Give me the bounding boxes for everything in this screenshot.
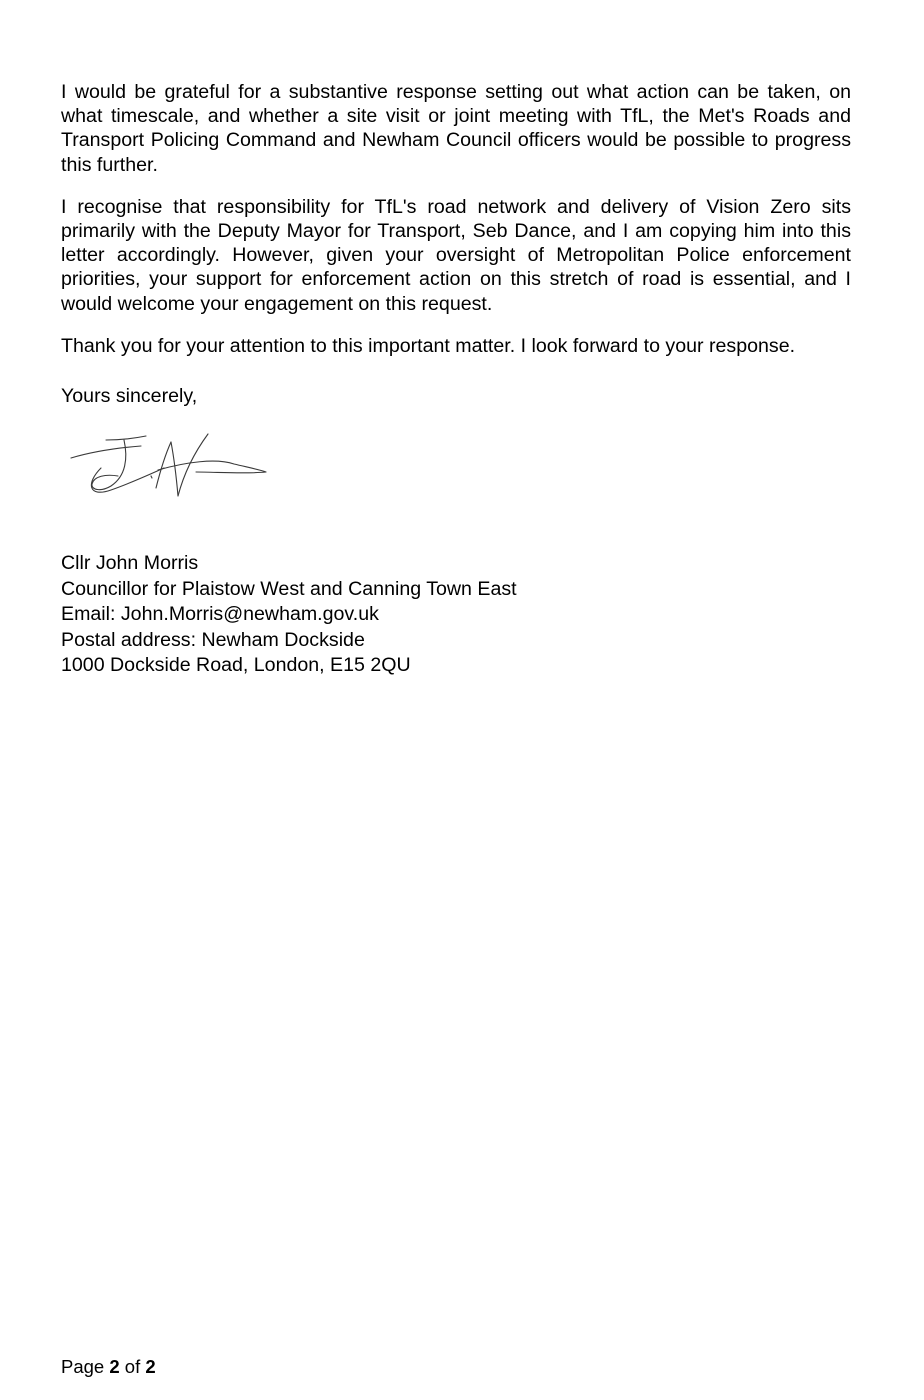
sender-role: Councillor for Plaistow West and Canning Town East	[61, 577, 517, 600]
sender-name: Cllr John Morris	[61, 552, 199, 574]
sender-email: Email: John.Morris@newham.gov.uk	[61, 603, 379, 625]
total-page-number: 2	[145, 1356, 156, 1377]
letter-body	[61, 80, 851, 408]
sender-postal-line1: Postal address: Newham Dockside	[61, 628, 365, 651]
closing-salutation: Yours sincerely,	[61, 385, 198, 408]
paragraph-thanks: Thank you for your attention to this important matter. I look forward to your response.	[61, 334, 796, 357]
paragraph-response-request: I would be grateful for a substantive response setting out what action can be taken, on what timescale, and whether a site visit or joint meeting with TfL, the Met's Roads and Transport Policing Command and Newham Council officers would be possible to progress this further.	[61, 81, 851, 176]
current-page-number: 2	[109, 1356, 120, 1377]
page-label: Page	[61, 1356, 105, 1377]
sender-details	[61, 551, 517, 679]
page-number-footer	[61, 1355, 156, 1379]
paragraph-responsibility: I recognise that responsibility for TfL's road network and delivery of Vision Zero sits primarily with the Deputy Mayor for Transport, Seb Dance, and I am copying him into this letter accordingly. However, given your oversight of Metropolitan Police enforcement priorities, your support for enforcement action on this stretch of road is essential, and I would welcome your engagement on this request.	[61, 195, 851, 315]
handwritten-signature-icon	[66, 428, 276, 514]
of-label: of	[124, 1356, 141, 1377]
sender-postal-line2: 1000 Dockside Road, London, E15 2QU	[61, 654, 411, 676]
